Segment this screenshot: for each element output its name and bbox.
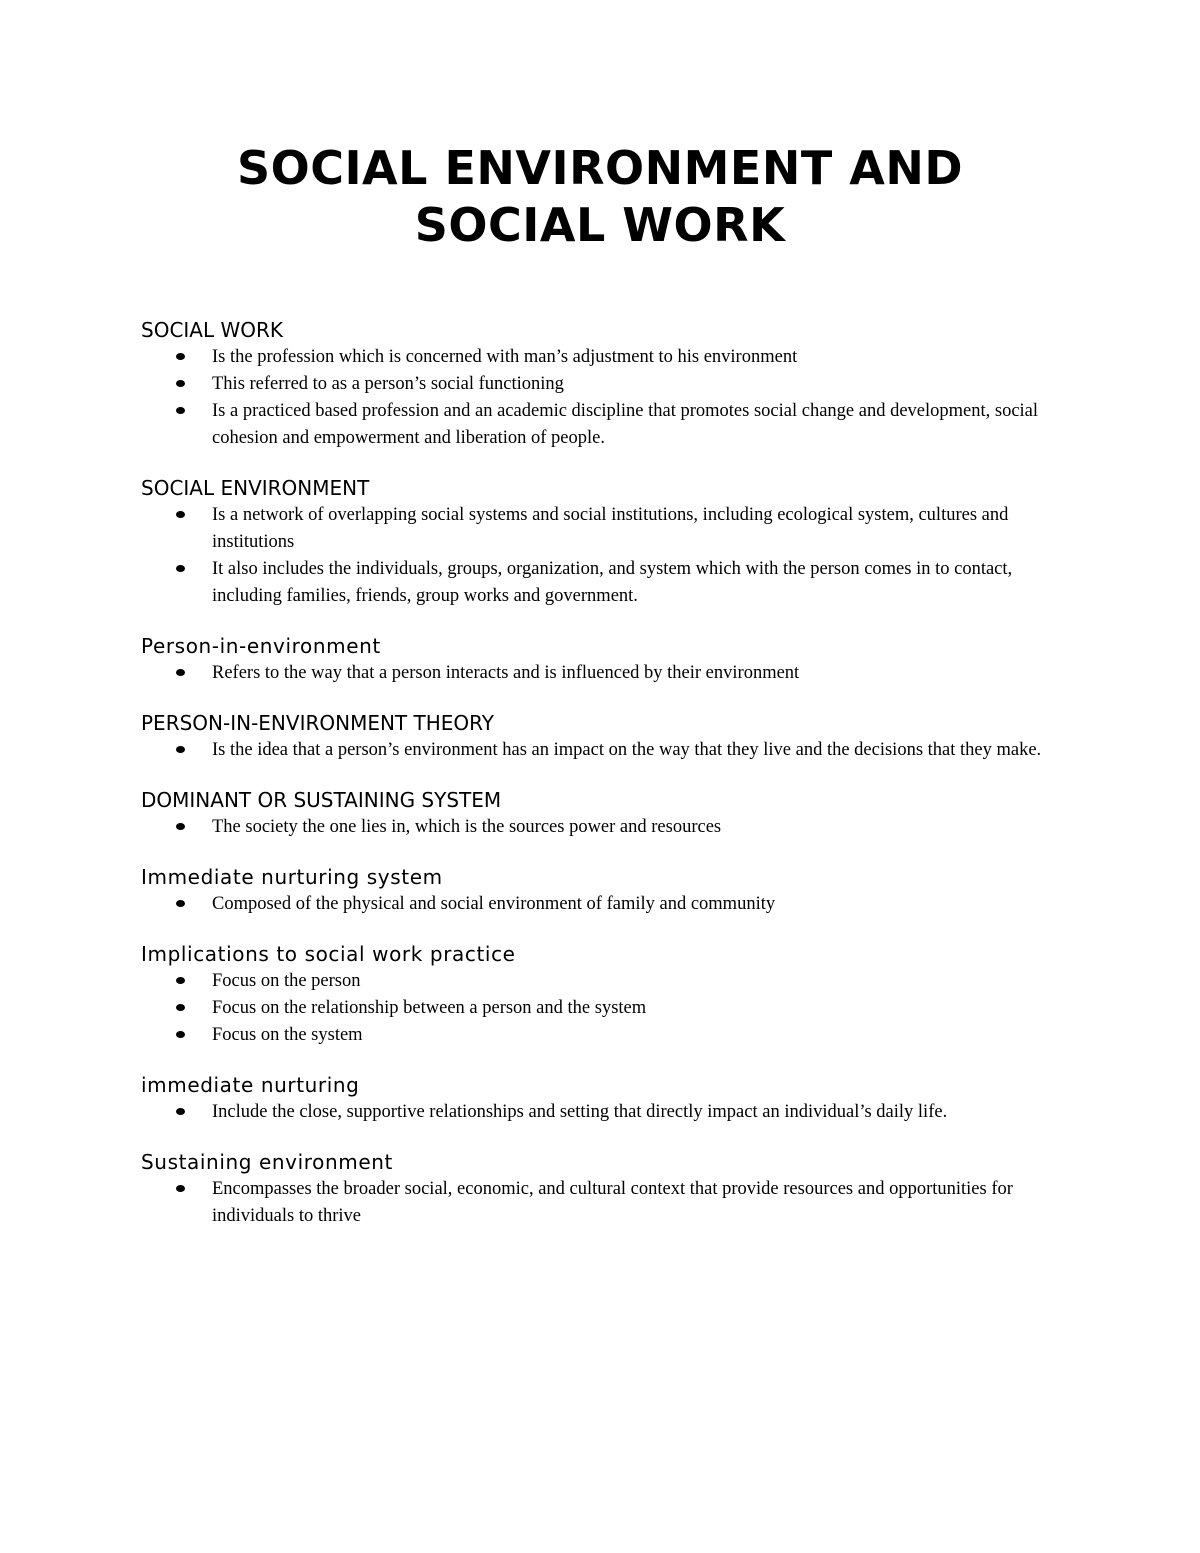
section-social-work (141, 316, 1061, 452)
bullet-icon (176, 1108, 185, 1115)
bullet-list (141, 891, 1061, 918)
bullet-icon (176, 900, 185, 907)
list-item-text: Composed of the physical and social environment of family and community (212, 894, 776, 914)
bullet-icon (176, 511, 185, 518)
bullet-icon (176, 353, 185, 360)
list-item-text: Refers to the way that a person interacts and is influenced by their environment (212, 663, 800, 683)
list-item (141, 737, 1061, 764)
bullet-icon (176, 407, 185, 414)
section-sustaining-environment (141, 1148, 1061, 1230)
section-immediate-nurturing (141, 1071, 1061, 1126)
list-item (141, 398, 1061, 452)
document-body (141, 316, 1061, 1252)
list-item-text: It also includes the individuals, groups, organization, and system which with the person comes in to contact, including families, friends, group works and government. (212, 559, 1013, 606)
list-item (141, 995, 1061, 1022)
list-item (141, 1022, 1061, 1049)
list-item-text: Is a practiced based profession and an academic discipline that promotes social change and development, social cohesion and empowerment and liberation of people. (212, 401, 1039, 448)
list-item (141, 968, 1061, 995)
list-item (141, 1176, 1061, 1230)
list-item (141, 344, 1061, 371)
list-item-text: Is the idea that a person’s environment has an impact on the way that they live and the decisions that they make. (212, 740, 1042, 760)
bullet-list (141, 1099, 1061, 1126)
bullet-icon (176, 1004, 185, 1011)
bullet-list (141, 968, 1061, 1049)
list-item-text: Focus on the system (212, 1025, 363, 1045)
list-item-text: Focus on the relationship between a person and the system (212, 998, 647, 1018)
bullet-icon (176, 669, 185, 676)
section-heading: Immediate nurturing system (141, 865, 443, 889)
section-person-in-environment (141, 632, 1061, 687)
section-heading: DOMINANT OR SUSTAINING SYSTEM (141, 788, 502, 812)
list-item (141, 556, 1061, 610)
bullet-list (141, 814, 1061, 841)
list-item (141, 814, 1061, 841)
section-heading: immediate nurturing (141, 1073, 360, 1097)
bullet-list (141, 344, 1061, 452)
list-item (141, 1099, 1061, 1126)
title-line-1: SOCIAL ENVIRONMENT AND (236, 141, 964, 195)
section-implications-to-social-work-practice (141, 940, 1061, 1049)
bullet-list (141, 737, 1061, 764)
section-heading: PERSON-IN-ENVIRONMENT THEORY (141, 711, 494, 735)
list-item-text: Is the profession which is concerned with man’s adjustment to his environment (212, 347, 798, 367)
section-immediate-nurturing-system (141, 863, 1061, 918)
bullet-list (141, 660, 1061, 687)
list-item-text: Focus on the person (212, 971, 361, 991)
bullet-icon (176, 977, 185, 984)
bullet-icon (176, 746, 185, 753)
section-heading: Person-in-environment (141, 634, 381, 658)
section-dominant-or-sustaining-system (141, 786, 1061, 841)
list-item (141, 502, 1061, 556)
section-heading: SOCIAL WORK (141, 318, 284, 342)
list-item (141, 891, 1061, 918)
list-item-text: The society the one lies in, which is the sources power and resources (212, 817, 722, 837)
list-item-text: Include the close, supportive relationships and setting that directly impact an individual’s daily life. (212, 1102, 948, 1122)
bullet-icon (176, 1031, 185, 1038)
section-heading: Implications to social work practice (141, 942, 516, 966)
list-item-text: This referred to as a person’s social functioning (212, 374, 564, 394)
bullet-icon (176, 565, 185, 572)
list-item (141, 371, 1061, 398)
section-heading: SOCIAL ENVIRONMENT (141, 476, 370, 500)
title-line-2: SOCIAL WORK (414, 198, 786, 252)
section-social-environment (141, 474, 1061, 610)
bullet-icon (176, 1185, 185, 1192)
bullet-list (141, 502, 1061, 610)
section-heading: Sustaining environment (141, 1150, 393, 1174)
bullet-list (141, 1176, 1061, 1230)
bullet-icon (176, 380, 185, 387)
section-person-in-environment-theory (141, 709, 1061, 764)
list-item-text: Is a network of overlapping social systems and social institutions, including ecological system, cultures and institutions (212, 505, 1009, 552)
list-item-text: Encompasses the broader social, economic, and cultural context that provide resources and opportunities for individuals to thrive (212, 1179, 1013, 1226)
bullet-icon (176, 823, 185, 830)
document-title (0, 140, 1200, 254)
list-item (141, 660, 1061, 687)
